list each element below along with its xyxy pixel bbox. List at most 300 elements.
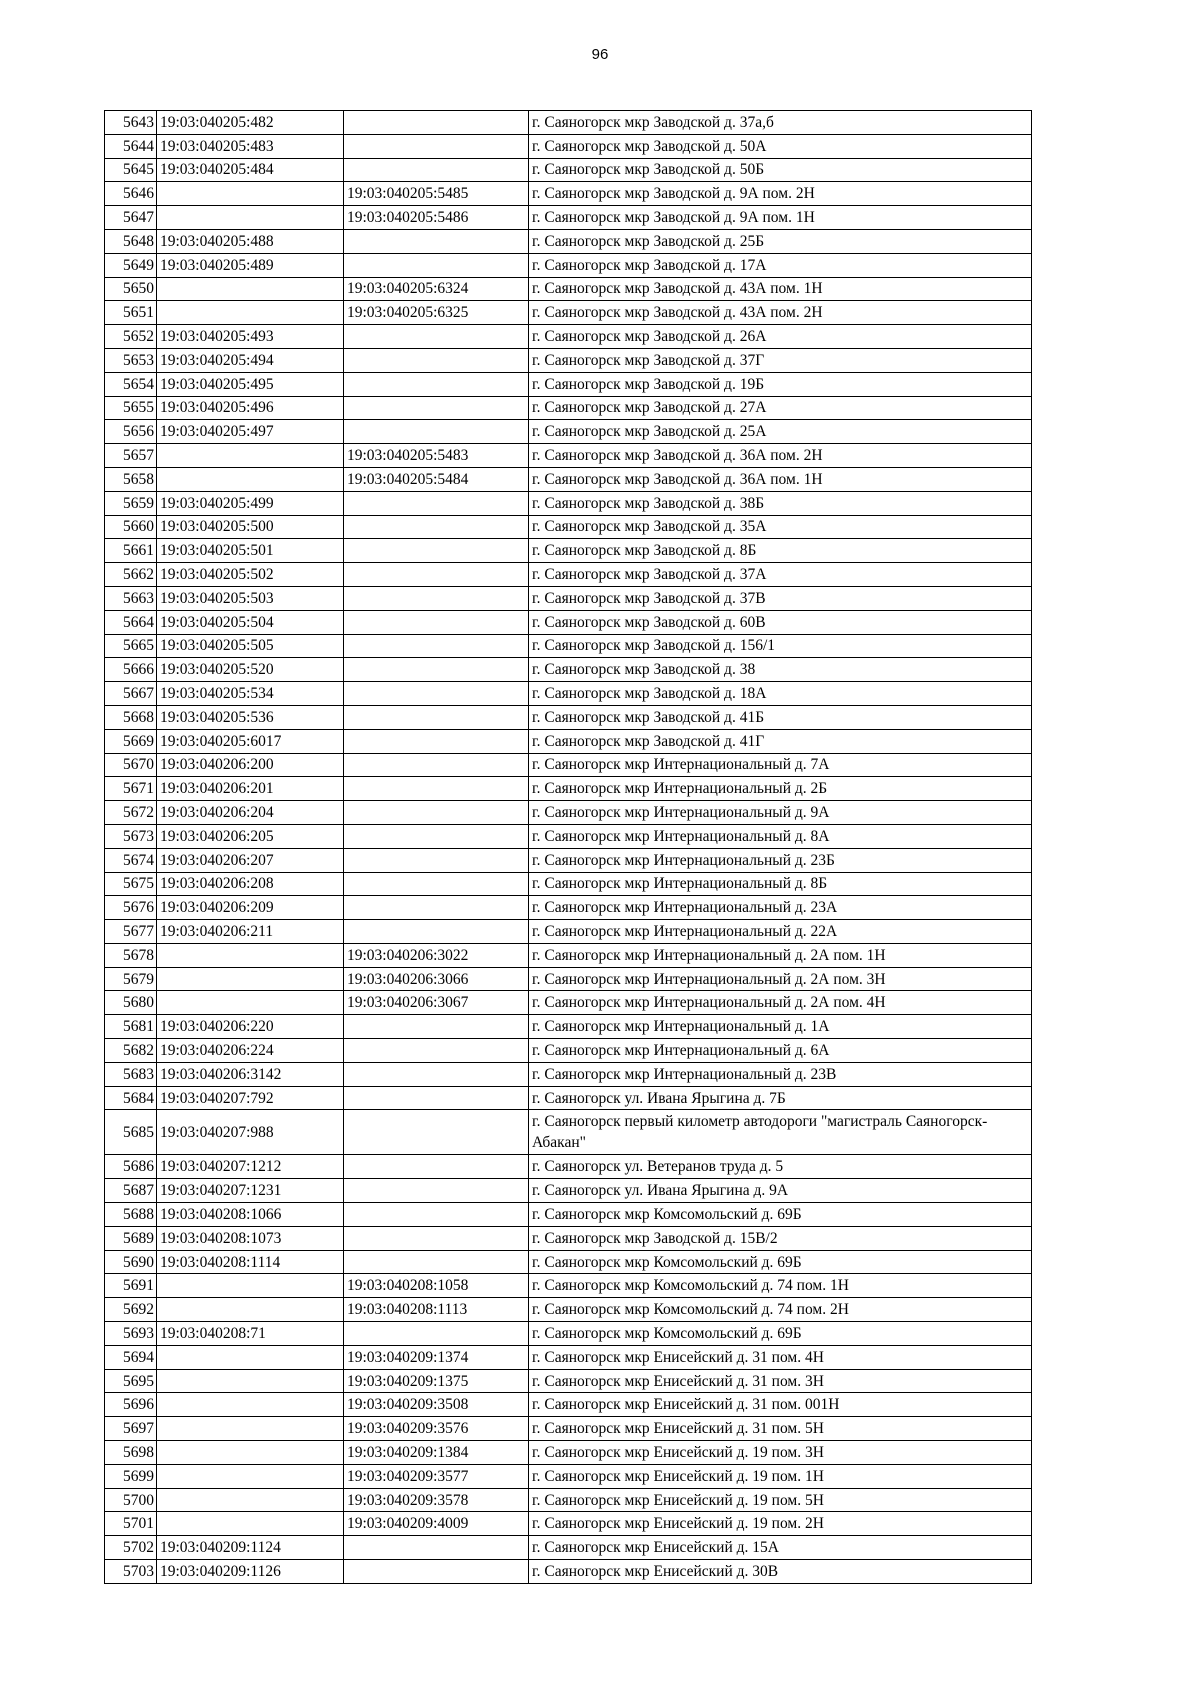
row-number-cell: 5670 [105,753,157,777]
row-number-cell: 5697 [105,1417,157,1441]
row-number-cell: 5657 [105,444,157,468]
row-number-cell: 5658 [105,467,157,491]
row-number-cell: 5686 [105,1155,157,1179]
table-row [105,539,1032,563]
cadastral-number-cell: 19:03:040205:482 [157,111,344,135]
address-cell: г. Саяногорск мкр Заводской д. 60В [529,610,1032,634]
table-row [105,1203,1032,1227]
row-number-cell: 5687 [105,1179,157,1203]
table-row [105,682,1032,706]
address-cell: г. Саяногорск мкр Заводской д. 8Б [529,539,1032,563]
premises-cadastral-number-cell [344,920,529,944]
cadastral-number-cell: 19:03:040207:1231 [157,1179,344,1203]
premises-cadastral-number-cell [344,610,529,634]
table-row [105,1179,1032,1203]
premises-cadastral-number-cell [344,1015,529,1039]
address-cell: г. Саяногорск мкр Интернациональный д. 2А пом. 3Н [529,967,1032,991]
cadastral-number-cell: 19:03:040206:201 [157,777,344,801]
row-number-cell: 5699 [105,1464,157,1488]
cadastral-number-cell: 19:03:040205:489 [157,253,344,277]
cadastral-number-cell: 19:03:040208:1066 [157,1203,344,1227]
address-cell: г. Саяногорск мкр Заводской д. 36А пом. 2Н [529,444,1032,468]
premises-cadastral-number-cell [344,658,529,682]
cadastral-number-cell: 19:03:040205:494 [157,348,344,372]
table-row [105,729,1032,753]
cadastral-number-cell [157,967,344,991]
premises-cadastral-number-cell [344,848,529,872]
table-row [105,1464,1032,1488]
address-cell: г. Саяногорск мкр Заводской д. 19Б [529,372,1032,396]
address-cell: г. Саяногорск первый километр автодороги "магистраль Саяногорск-Абакан" [529,1110,1032,1155]
address-cell: г. Саяногорск мкр Енисейский д. 31 пом. 001Н [529,1393,1032,1417]
address-cell: г. Саяногорск мкр Заводской д. 50Б [529,158,1032,182]
cadastral-number-cell [157,301,344,325]
row-number-cell: 5664 [105,610,157,634]
premises-cadastral-number-cell [344,253,529,277]
cadastral-number-cell [157,1417,344,1441]
cadastral-number-cell: 19:03:040205:503 [157,586,344,610]
cadastral-number-cell: 19:03:040205:534 [157,682,344,706]
premises-cadastral-number-cell: 19:03:040209:1374 [344,1345,529,1369]
row-number-cell: 5654 [105,372,157,396]
premises-cadastral-number-cell [344,111,529,135]
table-row [105,1086,1032,1110]
row-number-cell: 5651 [105,301,157,325]
cadastral-number-cell: 19:03:040205:499 [157,491,344,515]
row-number-cell: 5691 [105,1274,157,1298]
table-row [105,967,1032,991]
address-cell: г. Саяногорск мкр Заводской д. 36А пом. 1Н [529,467,1032,491]
table-row [105,301,1032,325]
cadastral-number-cell: 19:03:040206:208 [157,872,344,896]
table-row [105,1369,1032,1393]
premises-cadastral-number-cell: 19:03:040206:3067 [344,991,529,1015]
cadastral-number-cell: 19:03:040206:220 [157,1015,344,1039]
cadastral-number-cell: 19:03:040205:502 [157,563,344,587]
premises-cadastral-number-cell [344,1086,529,1110]
table-row [105,586,1032,610]
address-cell: г. Саяногорск мкр Заводской д. 37А [529,563,1032,587]
premises-cadastral-number-cell: 19:03:040208:1058 [344,1274,529,1298]
premises-cadastral-number-cell [344,801,529,825]
address-cell: г. Саяногорск мкр Комсомольский д. 69Б [529,1250,1032,1274]
cadastral-number-cell: 19:03:040209:1126 [157,1560,344,1584]
premises-cadastral-number-cell [344,229,529,253]
row-number-cell: 5656 [105,420,157,444]
cadastral-number-cell: 19:03:040208:1114 [157,1250,344,1274]
premises-cadastral-number-cell: 19:03:040209:3577 [344,1464,529,1488]
table-row [105,515,1032,539]
address-cell: г. Саяногорск мкр Заводской д. 43А пом. 2Н [529,301,1032,325]
cadastral-number-cell [157,1298,344,1322]
cadastral-number-cell: 19:03:040206:209 [157,896,344,920]
address-cell: г. Саяногорск мкр Комсомольский д. 74 пом. 2Н [529,1298,1032,1322]
premises-cadastral-number-cell [344,1039,529,1063]
address-cell: г. Саяногорск мкр Заводской д. 25А [529,420,1032,444]
row-number-cell: 5679 [105,967,157,991]
table-row [105,610,1032,634]
premises-cadastral-number-cell [344,1560,529,1584]
cadastral-number-cell: 19:03:040205:501 [157,539,344,563]
row-number-cell: 5695 [105,1369,157,1393]
table-row [105,1560,1032,1584]
row-number-cell: 5674 [105,848,157,872]
table-row [105,1226,1032,1250]
row-number-cell: 5668 [105,705,157,729]
table-row [105,348,1032,372]
row-number-cell: 5688 [105,1203,157,1227]
row-number-cell: 5696 [105,1393,157,1417]
cadastral-number-cell: 19:03:040205:497 [157,420,344,444]
row-number-cell: 5653 [105,348,157,372]
premises-cadastral-number-cell [344,682,529,706]
premises-cadastral-number-cell [344,1110,529,1155]
premises-cadastral-number-cell [344,1203,529,1227]
address-cell: г. Саяногорск мкр Интернациональный д. 23А [529,896,1032,920]
premises-cadastral-number-cell [344,1062,529,1086]
premises-cadastral-number-cell [344,872,529,896]
cadastral-number-cell [157,467,344,491]
address-cell: г. Саяногорск мкр Заводской д. 37Г [529,348,1032,372]
table-row [105,1417,1032,1441]
premises-cadastral-number-cell [344,515,529,539]
row-number-cell: 5698 [105,1441,157,1465]
table-row [105,1298,1032,1322]
table-row [105,1488,1032,1512]
cadastral-number-cell: 19:03:040205:483 [157,134,344,158]
row-number-cell: 5694 [105,1345,157,1369]
premises-cadastral-number-cell [344,372,529,396]
row-number-cell: 5645 [105,158,157,182]
premises-cadastral-number-cell [344,1250,529,1274]
premises-cadastral-number-cell [344,420,529,444]
table-row [105,206,1032,230]
premises-cadastral-number-cell [344,1155,529,1179]
address-cell: г. Саяногорск мкр Енисейский д. 31 пом. 3Н [529,1369,1032,1393]
row-number-cell: 5646 [105,182,157,206]
address-cell: г. Саяногорск мкр Заводской д. 9А пом. 1Н [529,206,1032,230]
premises-cadastral-number-cell [344,729,529,753]
table-row [105,491,1032,515]
row-number-cell: 5648 [105,229,157,253]
table-row [105,801,1032,825]
premises-cadastral-number-cell [344,396,529,420]
address-cell: г. Саяногорск мкр Заводской д. 41Г [529,729,1032,753]
address-cell: г. Саяногорск мкр Енисейский д. 31 пом. 4Н [529,1345,1032,1369]
address-cell: г. Саяногорск мкр Заводской д. 15В/2 [529,1226,1032,1250]
cadastral-number-cell [157,1345,344,1369]
row-number-cell: 5692 [105,1298,157,1322]
premises-cadastral-number-cell [344,824,529,848]
table-row [105,1015,1032,1039]
row-number-cell: 5662 [105,563,157,587]
row-number-cell: 5650 [105,277,157,301]
table-row [105,467,1032,491]
cadastral-number-cell [157,444,344,468]
row-number-cell: 5703 [105,1560,157,1584]
premises-cadastral-number-cell: 19:03:040205:5483 [344,444,529,468]
row-number-cell: 5701 [105,1512,157,1536]
address-cell: г. Саяногорск мкр Интернациональный д. 2А пом. 1Н [529,943,1032,967]
table-row [105,1274,1032,1298]
premises-cadastral-number-cell [344,348,529,372]
table-row [105,134,1032,158]
address-cell: г. Саяногорск ул. Ветеранов труда д. 5 [529,1155,1032,1179]
table-row [105,325,1032,349]
row-number-cell: 5643 [105,111,157,135]
cadastral-number-cell [157,182,344,206]
cadastral-number-cell: 19:03:040206:204 [157,801,344,825]
row-number-cell: 5702 [105,1536,157,1560]
table-row [105,277,1032,301]
table-row [105,777,1032,801]
premises-cadastral-number-cell [344,325,529,349]
premises-cadastral-number-cell [344,753,529,777]
address-cell: г. Саяногорск мкр Заводской д. 18А [529,682,1032,706]
row-number-cell: 5673 [105,824,157,848]
cadastral-number-cell: 19:03:040206:200 [157,753,344,777]
table-row [105,872,1032,896]
table-row [105,563,1032,587]
row-number-cell: 5665 [105,634,157,658]
cadastral-number-cell [157,206,344,230]
cadastral-number-cell: 19:03:040205:500 [157,515,344,539]
row-number-cell: 5680 [105,991,157,1015]
premises-cadastral-number-cell: 19:03:040206:3022 [344,943,529,967]
cadastral-number-cell: 19:03:040205:484 [157,158,344,182]
address-cell: г. Саяногорск мкр Енисейский д. 19 пом. 3Н [529,1441,1032,1465]
address-cell: г. Саяногорск мкр Енисейский д. 19 пом. 5Н [529,1488,1032,1512]
table-row [105,753,1032,777]
premises-cadastral-number-cell [344,491,529,515]
cadastral-number-cell: 19:03:040208:1073 [157,1226,344,1250]
row-number-cell: 5655 [105,396,157,420]
cadastral-number-cell: 19:03:040205:504 [157,610,344,634]
premises-cadastral-number-cell [344,586,529,610]
premises-cadastral-number-cell: 19:03:040208:1113 [344,1298,529,1322]
row-number-cell: 5678 [105,943,157,967]
table-row [105,848,1032,872]
address-cell: г. Саяногорск мкр Заводской д. 37а,б [529,111,1032,135]
row-number-cell: 5681 [105,1015,157,1039]
table-row [105,1322,1032,1346]
table-row [105,634,1032,658]
registry-table [104,110,1032,1584]
table-row [105,943,1032,967]
row-number-cell: 5685 [105,1110,157,1155]
cadastral-number-cell: 19:03:040209:1124 [157,1536,344,1560]
premises-cadastral-number-cell: 19:03:040205:5485 [344,182,529,206]
premises-cadastral-number-cell: 19:03:040209:1375 [344,1369,529,1393]
address-cell: г. Саяногорск мкр Интернациональный д. 22А [529,920,1032,944]
table-row [105,1512,1032,1536]
premises-cadastral-number-cell [344,1226,529,1250]
premises-cadastral-number-cell: 19:03:040209:4009 [344,1512,529,1536]
address-cell: г. Саяногорск ул. Ивана Ярыгина д. 7Б [529,1086,1032,1110]
table-row [105,896,1032,920]
cadastral-number-cell: 19:03:040207:1212 [157,1155,344,1179]
row-number-cell: 5659 [105,491,157,515]
address-cell: г. Саяногорск мкр Комсомольский д. 69Б [529,1322,1032,1346]
cadastral-number-cell [157,1274,344,1298]
address-cell: г. Саяногорск мкр Заводской д. 35А [529,515,1032,539]
premises-cadastral-number-cell: 19:03:040206:3066 [344,967,529,991]
row-number-cell: 5683 [105,1062,157,1086]
address-cell: г. Саяногорск мкр Заводской д. 38Б [529,491,1032,515]
row-number-cell: 5676 [105,896,157,920]
premises-cadastral-number-cell [344,1536,529,1560]
row-number-cell: 5644 [105,134,157,158]
address-cell: г. Саяногорск мкр Заводской д. 9А пом. 2Н [529,182,1032,206]
table-row [105,1441,1032,1465]
cadastral-number-cell: 19:03:040205:6017 [157,729,344,753]
address-cell: г. Саяногорск мкр Заводской д. 41Б [529,705,1032,729]
premises-cadastral-number-cell [344,777,529,801]
address-cell: г. Саяногорск мкр Интернациональный д. 7А [529,753,1032,777]
table-row [105,1250,1032,1274]
row-number-cell: 5700 [105,1488,157,1512]
address-cell: г. Саяногорск мкр Комсомольский д. 69Б [529,1203,1032,1227]
row-number-cell: 5693 [105,1322,157,1346]
address-cell: г. Саяногорск мкр Заводской д. 37В [529,586,1032,610]
table-row [105,824,1032,848]
table-row [105,1536,1032,1560]
cadastral-number-cell [157,1441,344,1465]
address-cell: г. Саяногорск мкр Комсомольский д. 74 пом. 1Н [529,1274,1032,1298]
row-number-cell: 5647 [105,206,157,230]
table-row [105,253,1032,277]
table-row [105,1155,1032,1179]
row-number-cell: 5666 [105,658,157,682]
row-number-cell: 5690 [105,1250,157,1274]
cadastral-number-cell: 19:03:040206:3142 [157,1062,344,1086]
address-cell: г. Саяногорск мкр Интернациональный д. 9А [529,801,1032,825]
address-cell: г. Саяногорск мкр Заводской д. 50А [529,134,1032,158]
cadastral-number-cell [157,1369,344,1393]
address-cell: г. Саяногорск мкр Енисейский д. 30В [529,1560,1032,1584]
row-number-cell: 5677 [105,920,157,944]
premises-cadastral-number-cell [344,705,529,729]
table-row [105,229,1032,253]
address-cell: г. Саяногорск мкр Интернациональный д. 8А [529,824,1032,848]
table-row [105,658,1032,682]
premises-cadastral-number-cell: 19:03:040205:6325 [344,301,529,325]
row-number-cell: 5684 [105,1086,157,1110]
row-number-cell: 5675 [105,872,157,896]
premises-cadastral-number-cell: 19:03:040205:5484 [344,467,529,491]
cadastral-number-cell [157,1464,344,1488]
table-row [105,991,1032,1015]
cadastral-number-cell: 19:03:040207:988 [157,1110,344,1155]
address-cell: г. Саяногорск мкр Интернациональный д. 23В [529,1062,1032,1086]
premises-cadastral-number-cell: 19:03:040209:3578 [344,1488,529,1512]
table-row [105,920,1032,944]
premises-cadastral-number-cell [344,896,529,920]
table-row [105,396,1032,420]
cadastral-number-cell [157,277,344,301]
table-row [105,1110,1032,1155]
cadastral-number-cell: 19:03:040206:207 [157,848,344,872]
address-cell: г. Саяногорск мкр Енисейский д. 15А [529,1536,1032,1560]
cadastral-number-cell: 19:03:040205:493 [157,325,344,349]
cadastral-number-cell [157,991,344,1015]
table-row [105,420,1032,444]
premises-cadastral-number-cell [344,539,529,563]
address-cell: г. Саяногорск мкр Заводской д. 43А пом. 1Н [529,277,1032,301]
address-cell: г. Саяногорск мкр Интернациональный д. 23Б [529,848,1032,872]
address-cell: г. Саяногорск мкр Енисейский д. 31 пом. 5Н [529,1417,1032,1441]
address-cell: г. Саяногорск мкр Интернациональный д. 1А [529,1015,1032,1039]
row-number-cell: 5671 [105,777,157,801]
row-number-cell: 5669 [105,729,157,753]
cadastral-number-cell [157,1512,344,1536]
cadastral-number-cell [157,943,344,967]
table-row [105,1345,1032,1369]
address-cell: г. Саяногорск мкр Енисейский д. 19 пом. 2Н [529,1512,1032,1536]
cadastral-number-cell: 19:03:040206:224 [157,1039,344,1063]
cadastral-number-cell: 19:03:040207:792 [157,1086,344,1110]
premises-cadastral-number-cell [344,134,529,158]
address-cell: г. Саяногорск мкр Заводской д. 17А [529,253,1032,277]
cadastral-number-cell: 19:03:040205:505 [157,634,344,658]
cadastral-number-cell: 19:03:040205:520 [157,658,344,682]
page-number: 96 [591,46,609,63]
table-row [105,1062,1032,1086]
row-number-cell: 5661 [105,539,157,563]
cadastral-number-cell: 19:03:040205:536 [157,705,344,729]
table-row [105,158,1032,182]
address-cell: г. Саяногорск мкр Заводской д. 156/1 [529,634,1032,658]
premises-cadastral-number-cell: 19:03:040209:1384 [344,1441,529,1465]
cadastral-number-cell [157,1488,344,1512]
row-number-cell: 5652 [105,325,157,349]
address-cell: г. Саяногорск мкр Заводской д. 38 [529,658,1032,682]
table-row [105,705,1032,729]
row-number-cell: 5663 [105,586,157,610]
cadastral-number-cell: 19:03:040205:488 [157,229,344,253]
address-cell: г. Саяногорск мкр Интернациональный д. 2А пом. 4Н [529,991,1032,1015]
row-number-cell: 5682 [105,1039,157,1063]
address-cell: г. Саяногорск ул. Ивана Ярыгина д. 9А [529,1179,1032,1203]
row-number-cell: 5667 [105,682,157,706]
address-cell: г. Саяногорск мкр Интернациональный д. 8Б [529,872,1032,896]
premises-cadastral-number-cell: 19:03:040205:5486 [344,206,529,230]
address-cell: г. Саяногорск мкр Заводской д. 26А [529,325,1032,349]
cadastral-number-cell [157,1393,344,1417]
row-number-cell: 5689 [105,1226,157,1250]
premises-cadastral-number-cell: 19:03:040205:6324 [344,277,529,301]
premises-cadastral-number-cell [344,1179,529,1203]
address-cell: г. Саяногорск мкр Енисейский д. 19 пом. 1Н [529,1464,1032,1488]
address-cell: г. Саяногорск мкр Заводской д. 27А [529,396,1032,420]
row-number-cell: 5672 [105,801,157,825]
premises-cadastral-number-cell [344,158,529,182]
address-cell: г. Саяногорск мкр Интернациональный д. 6А [529,1039,1032,1063]
table-row [105,182,1032,206]
table-row [105,372,1032,396]
table-row [105,444,1032,468]
table-row [105,111,1032,135]
row-number-cell: 5660 [105,515,157,539]
cadastral-number-cell: 19:03:040205:496 [157,396,344,420]
premises-cadastral-number-cell [344,634,529,658]
cadastral-number-cell: 19:03:040206:205 [157,824,344,848]
premises-cadastral-number-cell [344,563,529,587]
registry-table-body [105,111,1032,1584]
premises-cadastral-number-cell [344,1322,529,1346]
table-row [105,1039,1032,1063]
premises-cadastral-number-cell: 19:03:040209:3576 [344,1417,529,1441]
